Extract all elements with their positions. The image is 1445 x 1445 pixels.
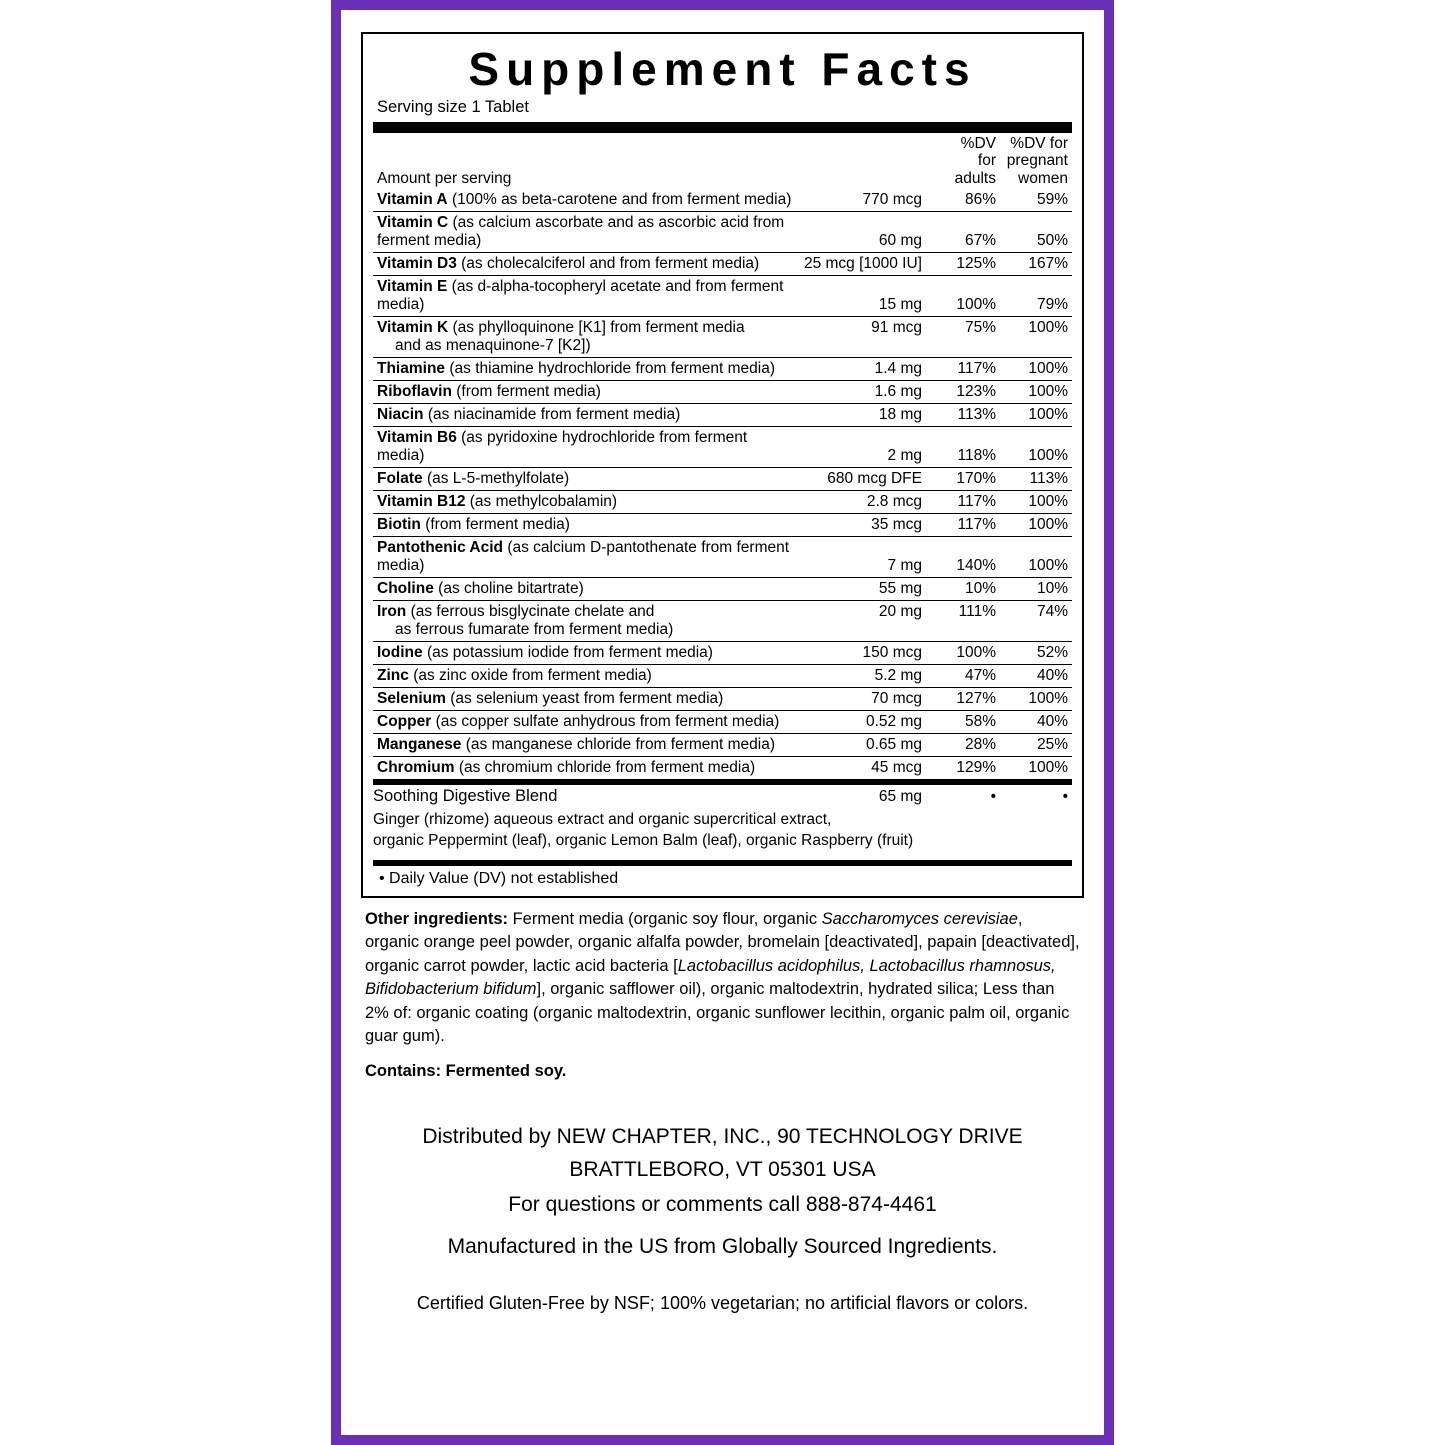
nutrient-source: (as copper sulfate anhydrous from ferment media): [435, 713, 780, 731]
blend-table: [373, 785, 1072, 854]
blend-name: Soothing Digestive Blend: [373, 787, 558, 806]
nutrient-amount: 150 mcg: [794, 642, 922, 665]
nutrient-name: Manganese: [377, 736, 462, 754]
nutrient-dv-pregnant: 100%: [996, 688, 1072, 711]
serving-size: Serving size 1 Tablet: [377, 98, 529, 116]
nutrient-source: (as L-5-methylfolate): [426, 470, 570, 488]
nutrient-source: (as selenium yeast from ferment media): [450, 690, 724, 708]
table-row: [373, 757, 1072, 780]
table-row: [373, 427, 1072, 468]
nutrient-dv-adults: 117%: [922, 491, 996, 514]
nutrient-amount: 680 mcg DFE: [794, 468, 922, 491]
nutrient-dv-adults: 127%: [922, 688, 996, 711]
other-ingredients-text-1: Ferment media (organic soy flour, organic: [508, 909, 822, 928]
nutrient-name: Thiamine: [377, 360, 446, 378]
nutrient-amount: 5.2 mg: [794, 665, 922, 688]
other-ingredients-italic-2: Lactobacillus acidophilus, Lactobacillus rhamnosus, Bifidobacterium bifidum: [365, 956, 1056, 999]
table-row: [373, 514, 1072, 537]
nutrient-name: Iron: [377, 603, 407, 621]
nutrient-source: (100% as beta-carotene and from ferment media): [451, 191, 792, 209]
daily-value-footnote: • Daily Value (DV) not established: [379, 869, 619, 887]
other-ingredients-text-3: ], organic safflower oil), organic maltodextrin, hydrated silica; Less than 2% of: organic coating (organic maltodextrin, organic sunflower lecithin, organic palm oil, organic guar gum).: [365, 980, 1070, 1046]
nutrient-dv-pregnant: 10%: [996, 578, 1072, 601]
nutrient-source: (as pyridoxine hydrochloride from ferment media): [377, 429, 748, 465]
nutrient-source: (as methylcobalamin): [469, 493, 618, 511]
nutrient-name: Vitamin B6: [377, 429, 457, 447]
nutrient-dv-pregnant: 50%: [996, 212, 1072, 253]
nutrient-amount: 25 mcg [1000 IU]: [794, 253, 922, 276]
nutrient-name: Copper: [377, 713, 432, 731]
nutrient-dv-adults: 113%: [922, 404, 996, 427]
purple-border-frame: [331, 0, 1114, 1445]
table-row: [373, 665, 1072, 688]
nutrient-source: (from ferment media): [425, 516, 570, 534]
nutrient-dv-pregnant: 40%: [996, 665, 1072, 688]
nutrient-source: (as niacinamide from ferment media): [427, 406, 681, 424]
blend-detail-row: [373, 808, 1072, 854]
nutrient-name: Vitamin D3: [377, 255, 457, 273]
nutrient-dv-pregnant: 40%: [996, 711, 1072, 734]
distributor-line-2: BRATTLEBORO, VT 05301 USA: [569, 1158, 876, 1181]
nutrient-dv-pregnant: 25%: [996, 734, 1072, 757]
nutrient-name: Chromium: [377, 759, 455, 777]
nutrient-dv-pregnant: 100%: [996, 358, 1072, 381]
table-row: [373, 212, 1072, 253]
nutrient-source: (as manganese chloride from ferment media): [465, 736, 776, 754]
table-row: [373, 358, 1072, 381]
nutrient-name: Zinc: [377, 667, 409, 685]
other-ingredients-text-2: , organic orange peel powder, organic alfalfa powder, bromelain [deactivated], papain [deactivated], organic carrot powder, lactic acid bacteria [: [365, 909, 1080, 975]
nutrient-dv-pregnant: 100%: [996, 317, 1072, 358]
table-header-row: [373, 133, 1072, 189]
table-row: [373, 642, 1072, 665]
nutrient-dv-adults: 140%: [922, 537, 996, 578]
nutrient-source: (as thiamine hydrochloride from ferment media): [449, 360, 775, 378]
nutrient-dv-pregnant: 52%: [996, 642, 1072, 665]
other-ingredients-italic-1: Saccharomyces cerevisiae: [821, 909, 1018, 928]
nutrient-dv-pregnant: 100%: [996, 381, 1072, 404]
nutrient-name: Biotin: [377, 516, 421, 534]
nutrient-amount: 770 mcg: [794, 189, 922, 212]
nutrient-name: Choline: [377, 580, 434, 598]
nutrient-amount: 1.4 mg: [794, 358, 922, 381]
nutrient-amount: 70 mcg: [794, 688, 922, 711]
dv-adults-header: %DV for adults: [954, 135, 996, 187]
nutrient-dv-adults: 86%: [922, 189, 996, 212]
nutrient-dv-pregnant: 74%: [996, 601, 1072, 642]
nutrient-source-line2: and as menaquinone-7 [K2]): [395, 337, 591, 355]
distributor-line-1: Distributed by NEW CHAPTER, INC., 90 TECHNOLOGY DRIVE: [422, 1125, 1023, 1149]
nutrient-source: (as choline bitartrate): [438, 580, 584, 598]
nutrient-dv-adults: 111%: [922, 601, 996, 642]
nutrient-dv-adults: 10%: [922, 578, 996, 601]
label-card: [341, 10, 1104, 1435]
nutrient-source: (from ferment media): [456, 383, 601, 401]
nutrient-source: (as cholecalciferol and from ferment media): [461, 255, 760, 273]
nutrient-dv-pregnant: 100%: [996, 427, 1072, 468]
nutrient-dv-adults: 47%: [922, 665, 996, 688]
nutrient-source: (as ferrous bisglycinate chelate and: [410, 603, 655, 621]
nutrient-name: Niacin: [377, 406, 424, 424]
table-row: [373, 468, 1072, 491]
nutrient-dv-adults: 117%: [922, 358, 996, 381]
certification-statement: Certified Gluten-Free by NSF; 100% vegetarian; no artificial flavors or colors.: [416, 1293, 1029, 1314]
nutrient-amount: 35 mcg: [794, 514, 922, 537]
nutrient-amount: 18 mg: [794, 404, 922, 427]
nutrient-amount: 55 mg: [794, 578, 922, 601]
nutrient-source: (as zinc oxide from ferment media): [413, 667, 652, 685]
nutrient-amount: 2 mg: [794, 427, 922, 468]
nutrient-dv-adults: 118%: [922, 427, 996, 468]
nutrient-amount: 45 mcg: [871, 759, 922, 777]
dv-pregnant-header: %DV for pregnant women: [1006, 135, 1068, 187]
nutrient-dv-pregnant: 100%: [996, 404, 1072, 427]
table-row: [373, 491, 1072, 514]
supplement-facts-panel: [361, 32, 1084, 898]
nutrient-source: (as calcium ascorbate and as ascorbic acid from ferment media): [377, 214, 785, 250]
blend-amount: 65 mg: [878, 788, 922, 806]
nutrient-dv-adults: 117%: [922, 514, 996, 537]
nutrient-amount: 91 mcg: [794, 317, 922, 358]
other-ingredients: [361, 908, 1084, 1049]
label-content: [361, 32, 1084, 1419]
nutrient-dv-adults: 67%: [922, 212, 996, 253]
nutrient-source: (as phylloquinone [K1] from ferment media: [452, 319, 745, 337]
table-row: [373, 404, 1072, 427]
nutrient-name: Vitamin A: [377, 191, 448, 209]
nutrient-amount: 2.8 mcg: [794, 491, 922, 514]
divider-thick-top: [373, 122, 1072, 133]
table-row: [373, 189, 1072, 212]
table-row: [373, 734, 1072, 757]
nutrient-dv-adults: 170%: [922, 468, 996, 491]
nutrient-dv-adults: 58%: [922, 711, 996, 734]
supplement-facts-title: Supplement Facts: [468, 43, 977, 95]
contains-statement: Contains: Fermented soy.: [365, 1062, 567, 1081]
nutrient-amount: 15 mg: [794, 276, 922, 317]
nutrient-name: Vitamin K: [377, 319, 449, 337]
nutrient-amount: 1.6 mg: [794, 381, 922, 404]
nutrient-name: Vitamin B12: [377, 493, 466, 511]
nutrient-name: Riboflavin: [377, 383, 452, 401]
other-ingredients-label: Other ingredients:: [365, 909, 509, 928]
table-row: [373, 253, 1072, 276]
table-row: [373, 317, 1072, 358]
nutrient-name: Folate: [377, 470, 423, 488]
nutrient-dv-adults: 100%: [922, 642, 996, 665]
table-row: [373, 688, 1072, 711]
nutrient-dv-pregnant: 167%: [996, 253, 1072, 276]
nutrient-dv-pregnant: 100%: [996, 491, 1072, 514]
nutrient-dv-pregnant: 79%: [996, 276, 1072, 317]
nutrient-amount: 0.52 mg: [794, 711, 922, 734]
table-row: [373, 578, 1072, 601]
nutrient-source: (as potassium iodide from ferment media): [426, 644, 713, 662]
nutrient-amount: 20 mg: [794, 601, 922, 642]
nutrient-amount: 0.65 mg: [794, 734, 922, 757]
blend-detail-line2: organic Peppermint (leaf), organic Lemon Balm (leaf), organic Raspberry (fruit): [373, 832, 914, 849]
blend-dv-adults: •: [990, 788, 996, 806]
distributor-block: [361, 1121, 1084, 1221]
nutrient-amount: 60 mg: [794, 212, 922, 253]
nutrient-dv-adults: 28%: [922, 734, 996, 757]
nutrient-name: Vitamin C: [377, 214, 449, 232]
blend-detail-line1: Ginger (rhizome) aqueous extract and organic supercritical extract,: [373, 811, 832, 829]
table-row: [373, 537, 1072, 578]
distributor-phone-line: For questions or comments call 888-874-4461: [508, 1192, 937, 1216]
table-row: [373, 601, 1072, 642]
nutrient-dv-pregnant: 113%: [996, 468, 1072, 491]
nutrient-dv-adults: 125%: [922, 253, 996, 276]
nutrient-table: [373, 133, 1072, 779]
nutrient-amount: 7 mg: [794, 537, 922, 578]
nutrient-name: Pantothenic Acid: [377, 539, 504, 557]
amount-per-serving-header: Amount per serving: [377, 169, 512, 187]
nutrient-dv-pregnant: 100%: [996, 537, 1072, 578]
nutrient-source: (as calcium D-pantothenate from ferment media): [377, 539, 790, 575]
nutrient-name: Selenium: [377, 690, 446, 708]
nutrient-dv-adults: 75%: [922, 317, 996, 358]
nutrient-dv-adults: 100%: [922, 276, 996, 317]
nutrient-dv-pregnant: 100%: [996, 514, 1072, 537]
nutrient-dv-pregnant: 59%: [996, 189, 1072, 212]
table-row: [373, 711, 1072, 734]
nutrient-name: Vitamin E: [377, 278, 448, 296]
manufactured-statement: Manufactured in the US from Globally Sourced Ingredients.: [447, 1235, 998, 1259]
blend-row: [373, 785, 1072, 808]
table-row: [373, 381, 1072, 404]
nutrient-source: (as chromium chloride from ferment media): [458, 759, 756, 777]
nutrient-dv-pregnant: 100%: [1028, 759, 1068, 777]
table-row: [373, 276, 1072, 317]
nutrient-dv-adults: 129%: [956, 759, 996, 777]
nutrient-source: (as d-alpha-tocopheryl acetate and from ferment media): [377, 278, 784, 314]
nutrient-dv-adults: 123%: [922, 381, 996, 404]
nutrient-name: Iodine: [377, 644, 423, 662]
nutrient-source-line2: as ferrous fumarate from ferment media): [395, 621, 674, 639]
blend-dv-pregnant: •: [1062, 788, 1068, 806]
